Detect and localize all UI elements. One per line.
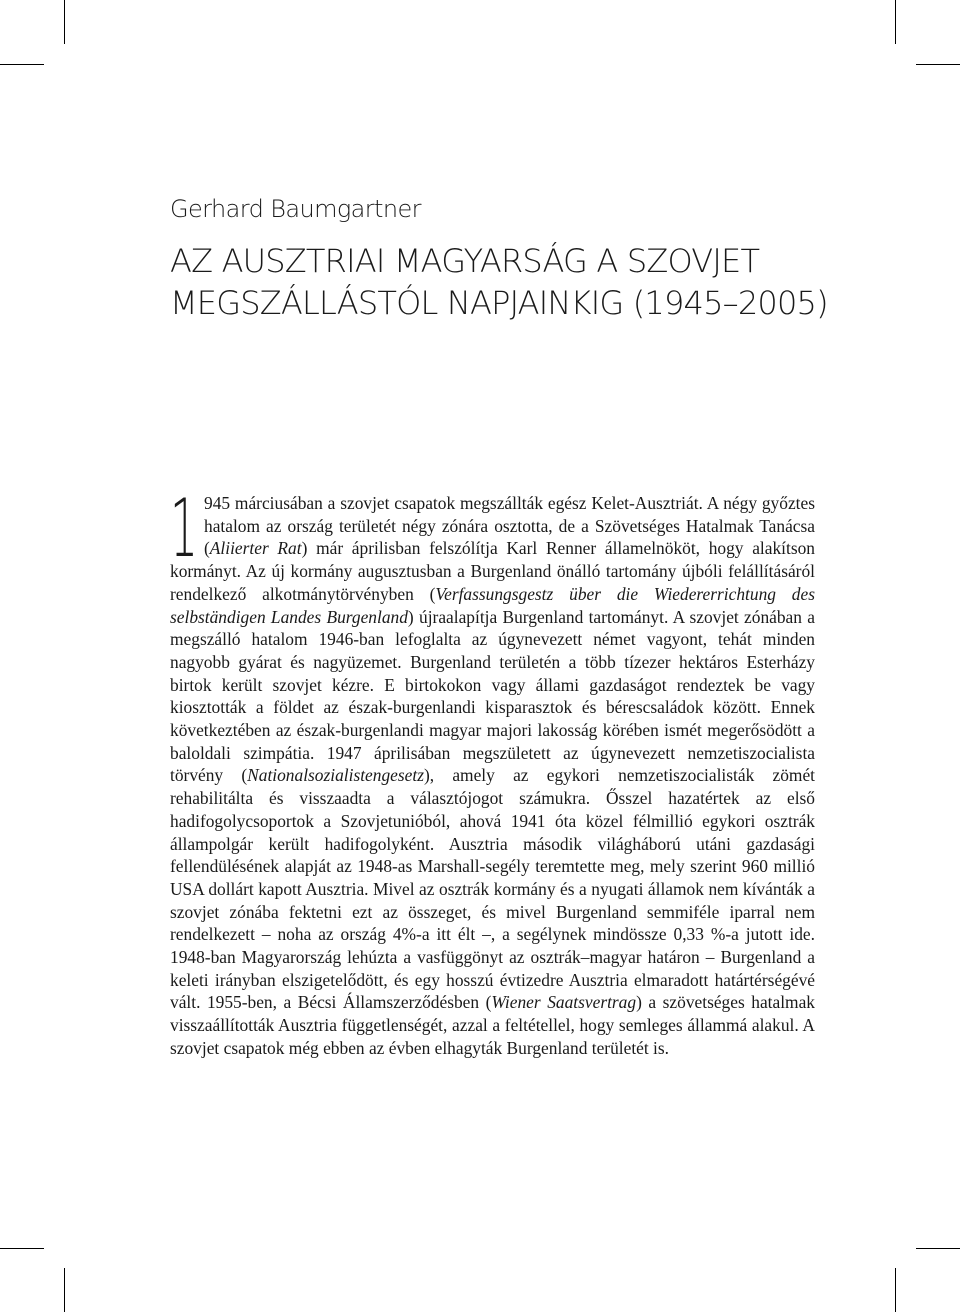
crop-mark xyxy=(0,64,44,65)
crop-mark xyxy=(64,1268,65,1312)
body-segment-italic: Nationalsozialistengesetz xyxy=(247,765,424,786)
body-segment-italic: Verfassungsgestz über die Wiedererrichtung des selbständigen Landes Burgenland xyxy=(170,583,815,627)
crop-mark xyxy=(64,0,65,44)
title-line: AZ AUSZTRIAI MAGYARSÁG A SZOVJET xyxy=(170,242,760,280)
author-name: Gerhard Baumgartner xyxy=(170,195,421,223)
body-segment: 945 márciusában a szovjet csapatok megszállták egész Kelet-Ausztriát. A négy győztes hatalom az ország területét négy zónára osztotta, de a Szövetséges Hatalmak Tanácsa ( xyxy=(204,493,815,559)
article-body xyxy=(170,482,815,1060)
crop-mark xyxy=(0,1248,44,1249)
body-segment: ), amely az egykori nemzetiszocialisták zömét rehabilitálta és visszaadta a választójogot számukra. Ősszel hazatértek az első hadifogolycsoportok a Szovjetunióból, ahová 1941 óta közel félmillió egykori osztrák állampolgár került hadifogolyként. Ausztria második világháború utáni gazdasági fellendülésének alapját az 1948-as Marshall-segély teremtette meg, mely szerint 960 millió USA dollárt kapott Ausztria. Mivel az osztrák kormány és a nyugati államok nem kívánták a szovjet zónába fektetni ezt az összeget, és mivel Burgenland semmiféle iparral nem rendelkezett – noha az ország 4%-a itt élt –, a segélynek mindössze 0,33 %-a jutott ide. 1948-ban Magyarország lehúzta a vasfüggönyt az osztrák–magyar határon – Burgenland a keleti irányban elszigetelődött, és egy hosszú évtizedre Ausztria elmaradott határtérségévé vált. 1955-ben, a Bécsi Államszerződésben ( xyxy=(170,765,815,1013)
crop-mark xyxy=(895,0,896,44)
title-line: MEGSZÁLLÁSTÓL NAPJAINKIG (1945–2005) xyxy=(170,284,828,322)
body-segment: ) újraalapítja Burgenland tartományt. A szovjet zónában a megszálló hatalom 1946-ban lefoglalta az úgynevezett német vagyont, tehát minden nagyobb gyárat és nagyüzemet. Burgenland területén a több tízezer hektáros Esterházy birtok került szovjet kézre. E birtokokon vagy állami gazdaságot rendeztek be vagy kiosztották a földet az észak-burgenlandi kisparasztok és bérescsaládok között. Ennek következtében az észak-burgenlandi magyar majori lakosság körében ismét megerősödött a baloldali szimpátia. 1947 áprilisában megszületett az úgynevezett nemzetiszocialista törvény ( xyxy=(170,606,815,786)
body-segment-italic: Wiener Saatsvertrag xyxy=(491,992,637,1013)
body-segment-italic: Aliierter Rat xyxy=(209,538,302,559)
article-title xyxy=(170,240,830,324)
body-segment: ) már áprilisban felszólítja Karl Renner államelnököt, hogy alakítson kormányt. Az új kormány augusztusban a Burgenland önálló tartomány újbóli felállításáról rendelkező alkotmánytörvényben ( xyxy=(170,538,815,604)
crop-mark xyxy=(916,1248,960,1249)
body-segment: ) a szövetséges hatalmak visszaállították Ausztria függetlenségét, azzal a feltétellel, hogy semleges állammá alakul. A szovjet csapatok még ebben az évben elhagyták Burgenland területét is. xyxy=(170,992,815,1058)
crop-mark xyxy=(916,64,960,65)
drop-cap: 1 xyxy=(170,482,198,575)
crop-mark xyxy=(895,1268,896,1312)
